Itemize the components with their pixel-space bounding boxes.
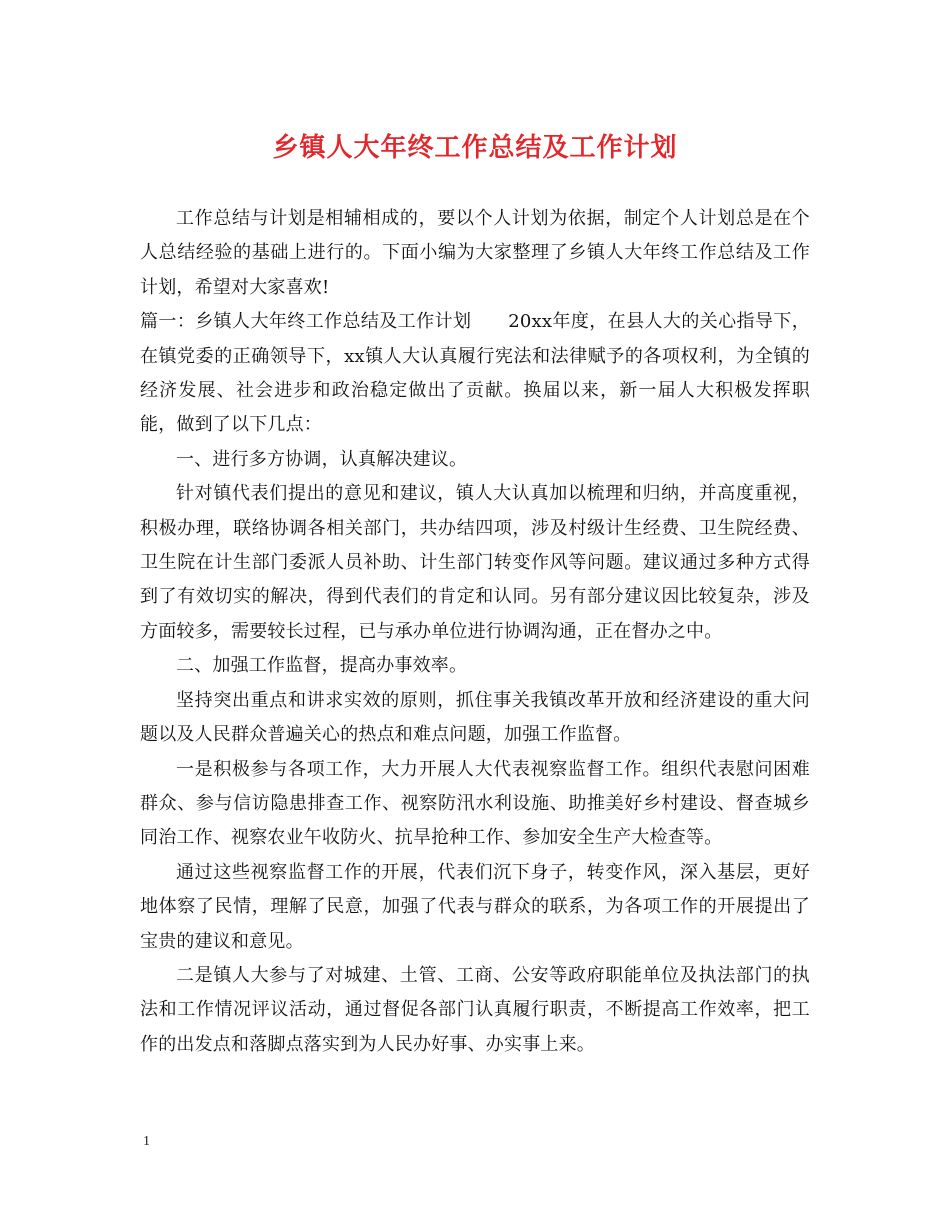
intro-paragraph: 工作总结与计划是相辅相成的，要以个人计划为依据，制定个人计划总是在个人总结经验的基础上进行的。下面小编为大家整理了乡镇人大年终工作总结及工作计划，希望对大家喜欢! [140,208,810,298]
inspection-paragraph: 一是积极参与各项工作，大力开展人大代表视察监督工作。组织代表慰问困难群众、参与信访隐患排查工作、视察防汛水利设施、助推美好乡村建设、督查城乡同治工作、视察农业午收防火、抗旱抢种工作、参加安全生产大检查等。 [140,758,810,849]
evaluation-paragraph: 二是镇人大参与了对城建、土管、工商、公安等政府职能单位及执法部门的执法和工作情况评议活动，通过督促各部门认真履行职责，不断提高工作效率，把工作的出发点和落脚点落实到为人民办好事、办实事上来。 [140,964,810,1055]
page-number: 1 [143,1134,150,1149]
document-title: 乡镇人大年终工作总结及工作计划 [272,133,678,163]
supervision-paragraph: 坚持突出重点和讲求实效的原则，抓住事关我镇改革开放和经济建设的重大问题以及人民群众普遍关心的热点和难点问题，加强工作监督。 [140,689,810,746]
document-body [140,202,810,1062]
heading-supervision: 二、加强工作监督，提高办事效率。 [176,655,468,677]
section-one-paragraph: 篇一：乡镇人大年终工作总结及工作计划 20xx年度，在县人大的关心指导下，在镇党委的正确领导下，xx镇人大认真履行宪法和法律赋予的各项权利，为全镇的经济发展、社会进步和政治稳定做出了贡献。换届以来，新一届人大积极发挥职能，做到了以下几点： [140,311,810,436]
coordination-paragraph: 针对镇代表们提出的意见和建议，镇人大认真加以梳理和归纳，并高度重视，积极办理，联络协调各相关部门，共办结四项，涉及村级计生经费、卫生院经费、卫生院在计生部门委派人员补助、计生部门转变作风等问题。建议通过多种方式得到了有效切实的解决，得到代表们的肯定和认同。另有部分建议因比较复杂，涉及方面较多，需要较长过程，已与承办单位进行协调沟通，正在督办之中。 [140,483,810,642]
heading-coordination: 一、进行多方协调，认真解决建议。 [176,448,468,470]
outcome-paragraph: 通过这些视察监督工作的开展，代表们沉下身子，转变作风，深入基层，更好地体察了民情，理解了民意，加强了代表与群众的联系，为各项工作的开展提出了宝贵的建议和意见。 [140,861,810,952]
